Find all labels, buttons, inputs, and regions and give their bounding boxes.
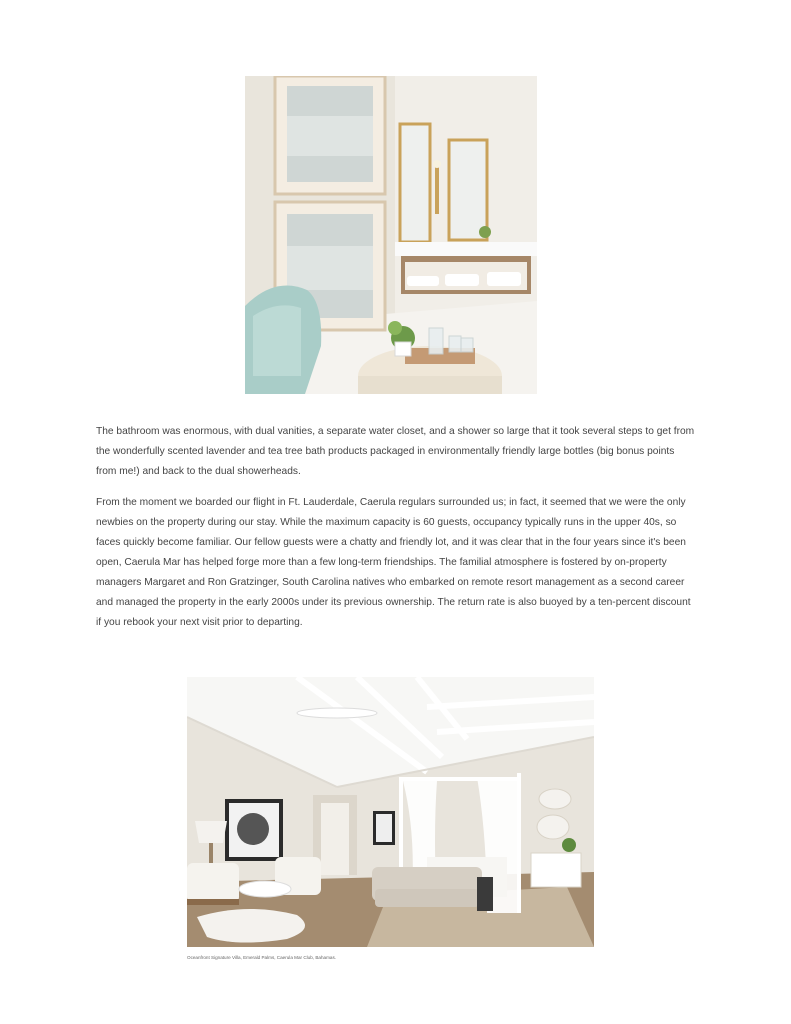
article-paragraph: From the moment we boarded our flight in Ft. Lauderdale, Caerula regulars surrounded us; in fact, it seemed that we were the only newbies on the property during our stay. While the maximum capacity is 60 guests, occupancy typically runs in the upper 40s, so faces quickly become familiar. Our fellow guests were a chatty and friendly lot, and it was clear that in the four years since it's been open, Caerula Mar has helped forge more than a few long-term friendships. The familial atmosphere is fostered by on-property managers Margaret and Ron Gratzinger, South Carolina natives who embarked on remote resort management as a second career and managed the property in the early 2000s under its previous ownership. The return rate is also buoyed by a ten-percent discount if you rebook your next visit prior to departing.: [96, 497, 691, 628]
photo-caption: Oceanfront Signature Villa, Emerald Palms, Caerula Mar Club, Bahamas.: [187, 955, 337, 960]
bedroom-illustration: [187, 677, 594, 947]
article-paragraph: The bathroom was enormous, with dual vanities, a separate water closet, and a shower so large that it took several steps to get from the wonderfully scented lavender and tea tree bath products packaged in environmentally friendly large bottles (big bonus points from me!) and back to the dual showerheads.: [96, 426, 695, 477]
bedroom-photo: [187, 677, 594, 947]
bathroom-photo: [245, 76, 537, 394]
bathroom-illustration: [245, 76, 537, 394]
